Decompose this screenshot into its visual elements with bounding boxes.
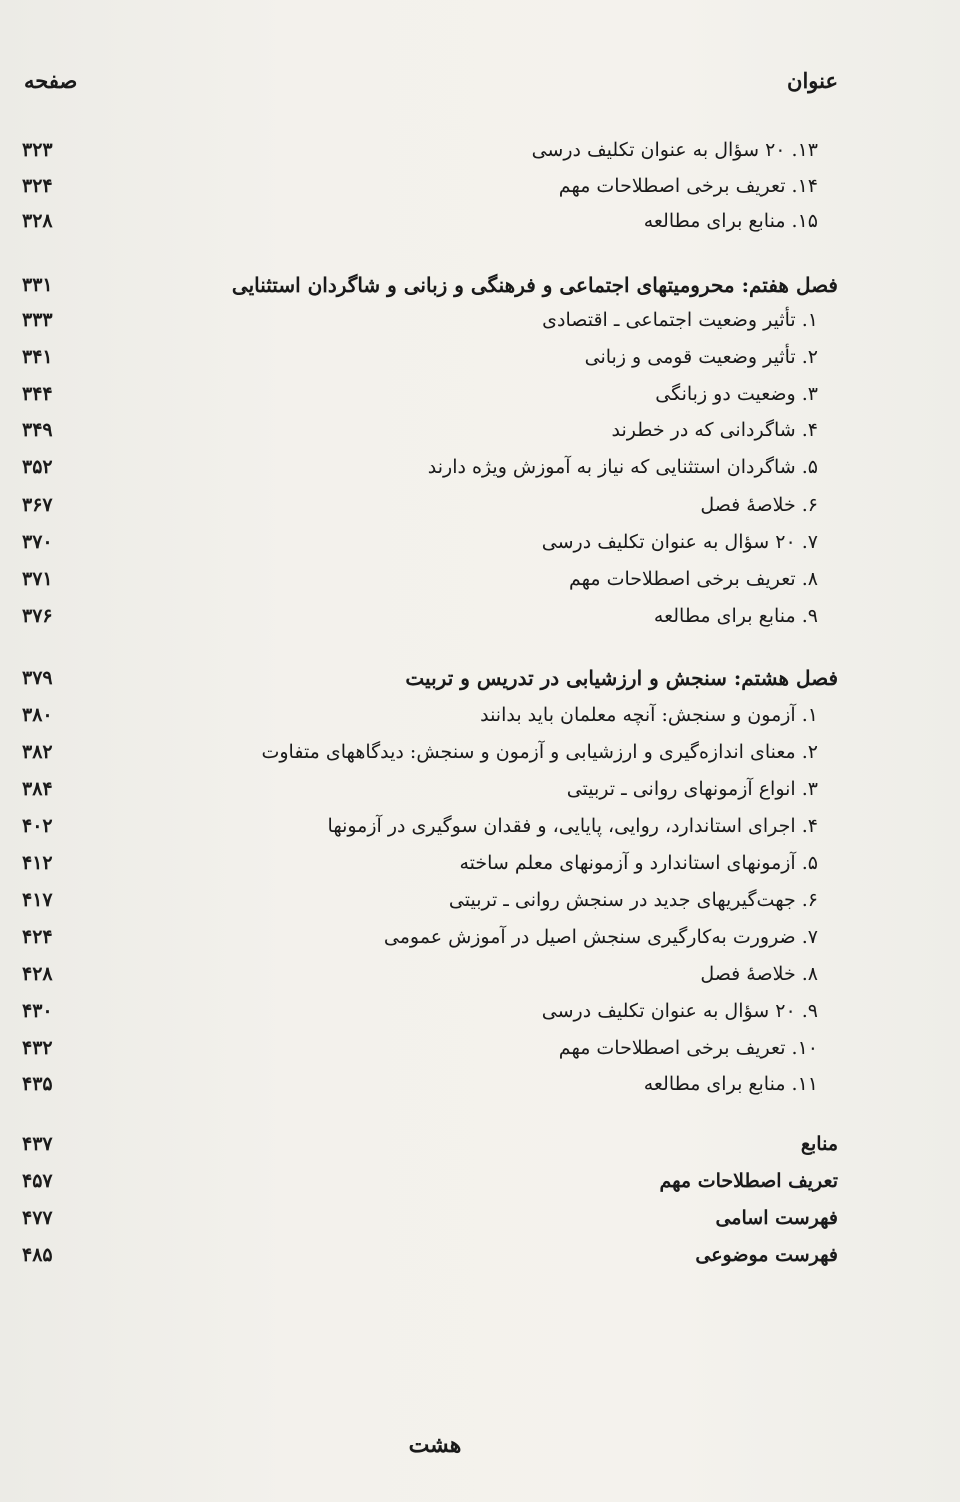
toc-entry	[0, 168, 960, 204]
toc-entry	[0, 487, 960, 523]
toc-entry-page: ۴۰۲	[22, 815, 53, 837]
toc-entry	[0, 808, 960, 844]
toc-entry-page: ۳۸۴	[22, 778, 53, 800]
toc-entry	[0, 882, 960, 918]
toc-entry-title: ۴. اجرای استاندارد، روایی، پایایی، و فقدان سوگیری در آزمونها	[327, 815, 818, 837]
toc-entry-title: ۱. تأثیر وضعیت اجتماعی ـ اقتصادی	[542, 309, 818, 331]
toc-entry-page: ۳۶۷	[22, 494, 53, 516]
toc-entry-title: ۷. ۲۰ سؤال به عنوان تکلیف درسی	[541, 531, 818, 553]
toc-entry-page: ۴۱۷	[22, 889, 53, 911]
toc-entry-title: ۲. تأثیر وضعیت قومی و زبانی	[584, 346, 818, 368]
toc-entry-title: ۱۴. تعریف برخی اصطلاحات مهم	[558, 175, 818, 197]
toc-entry	[0, 598, 960, 634]
toc-entry-title: ۶. خلاصهٔ فصل	[700, 494, 818, 516]
toc-entry-title: ۱۵. منابع برای مطالعه	[643, 210, 818, 232]
back-matter-entry	[0, 1163, 960, 1199]
toc-entry-page: ۳۷۶	[22, 605, 53, 627]
toc-entry-page: ۴۳۰	[22, 1000, 53, 1022]
toc-entry-title: ۱۳. ۲۰ سؤال به عنوان تکلیف درسی	[531, 139, 818, 161]
back-matter-entry	[0, 1126, 960, 1162]
toc-entry-title: ۳. انواع آزمونهای روانی ـ تربیتی	[566, 778, 818, 800]
toc-entry	[0, 203, 960, 239]
toc-entry-page: ۳۴۹	[22, 419, 53, 441]
toc-entry-page: ۴۵۷	[22, 1170, 53, 1192]
toc-entry-page: ۴۳۵	[22, 1073, 53, 1095]
toc-entry	[0, 376, 960, 412]
toc-entry	[0, 956, 960, 992]
toc-entry	[0, 412, 960, 448]
toc-entry-page: ۴۷۷	[22, 1207, 53, 1229]
toc-entry-title: ۱. آزمون و سنجش: آنچه معلمان باید بدانند	[480, 704, 818, 726]
column-header-title: عنوان	[787, 68, 838, 93]
column-header-page: صفحه	[24, 68, 78, 93]
toc-entry-title: ۹. منابع برای مطالعه	[653, 605, 818, 627]
toc-entry-title: ۴. شاگردانی که در خطرند	[611, 419, 818, 441]
toc-entry-page: ۳۴۱	[22, 346, 53, 368]
toc-entry-page: ۳۸۲	[22, 741, 53, 763]
chapter-title: فصل هشتم: سنجش و ارزشیابی در تدریس و تربیت	[405, 666, 838, 690]
toc-entry-title: ۳. وضعیت دو زبانگی	[655, 383, 818, 405]
toc-entry-title: ۵. آزمونهای استاندارد و آزمونهای معلم ساخته	[459, 852, 818, 874]
chapter-heading	[0, 660, 960, 696]
toc-entry-page: ۴۳۷	[22, 1133, 53, 1155]
toc-entry	[0, 524, 960, 560]
toc-entry-page: ۳۷۰	[22, 531, 53, 553]
toc-entry-page: ۴۲۴	[22, 926, 53, 948]
toc-entry-title: ۱۰. تعریف برخی اصطلاحات مهم	[558, 1037, 818, 1059]
toc-entry	[0, 1030, 960, 1066]
back-matter-entry	[0, 1200, 960, 1236]
toc-entry-page: ۳۸۰	[22, 704, 53, 726]
toc-entry-title: ۸. خلاصهٔ فصل	[700, 963, 818, 985]
toc-entry	[0, 132, 960, 168]
chapter-heading	[0, 267, 960, 303]
toc-entry-page: ۳۵۲	[22, 456, 53, 478]
toc-entry-page: ۳۲۸	[22, 210, 53, 232]
toc-entry-title: ۲. معنای اندازه‌گیری و ارزشیابی و آزمون و سنجش: دیدگاههای متفاوت	[261, 741, 818, 763]
page-number-footer	[0, 1432, 960, 1458]
toc-entry-title: فهرست موضوعی	[695, 1244, 838, 1266]
toc-entry-title: ۵. شاگردان استثنایی که نیاز به آموزش ویژه دارند	[427, 456, 818, 478]
toc-entry-page: ۳۴۴	[22, 383, 53, 405]
toc-entry-page: ۳۲۴	[22, 175, 53, 197]
toc-entry	[0, 339, 960, 375]
toc-entry-page: ۴۲۸	[22, 963, 53, 985]
toc-entry-title: فهرست اسامی	[715, 1207, 838, 1229]
toc-entry-page: ۳۳۱	[22, 274, 53, 296]
toc-entry	[0, 302, 960, 338]
toc-entry	[0, 561, 960, 597]
toc-entry	[0, 771, 960, 807]
toc-entry-title: ۱۱. منابع برای مطالعه	[643, 1073, 818, 1095]
chapter-title: فصل هفتم: محرومیتهای اجتماعی و فرهنگی و زبانی و شاگردان استثنایی	[231, 273, 838, 297]
toc-entry-title: منابع	[800, 1133, 838, 1155]
toc-entry	[0, 697, 960, 733]
toc-entry-title: ۹. ۲۰ سؤال به عنوان تکلیف درسی	[541, 1000, 818, 1022]
toc-entry-page: ۴۸۵	[22, 1244, 53, 1266]
toc-entry	[0, 734, 960, 770]
toc-entry	[0, 845, 960, 881]
toc-entry	[0, 1066, 960, 1102]
toc-entry-page: ۴۱۲	[22, 852, 53, 874]
back-matter-entry	[0, 1237, 960, 1273]
toc-entry-title: ۷. ضرورت به‌کارگیری سنجش اصیل در آموزش عمومی	[383, 926, 818, 948]
toc-entry	[0, 919, 960, 955]
toc-entry-page: ۳۷۹	[22, 667, 53, 689]
toc-entry-title: ۸. تعریف برخی اصطلاحات مهم	[569, 568, 818, 590]
toc-entry-page: ۳۷۱	[22, 568, 53, 590]
toc-entry	[0, 993, 960, 1029]
page-number: هشت	[408, 1432, 462, 1458]
toc-entry-page: ۴۳۲	[22, 1037, 53, 1059]
toc-entry-page: ۳۳۳	[22, 309, 53, 331]
toc-entry-page: ۳۲۳	[22, 139, 53, 161]
toc-entry-title: تعریف اصطلاحات مهم	[659, 1170, 838, 1192]
toc-entry	[0, 449, 960, 485]
toc-entry-title: ۶. جهت‌گیریهای جدید در سنجش روانی ـ تربیتی	[448, 889, 818, 911]
